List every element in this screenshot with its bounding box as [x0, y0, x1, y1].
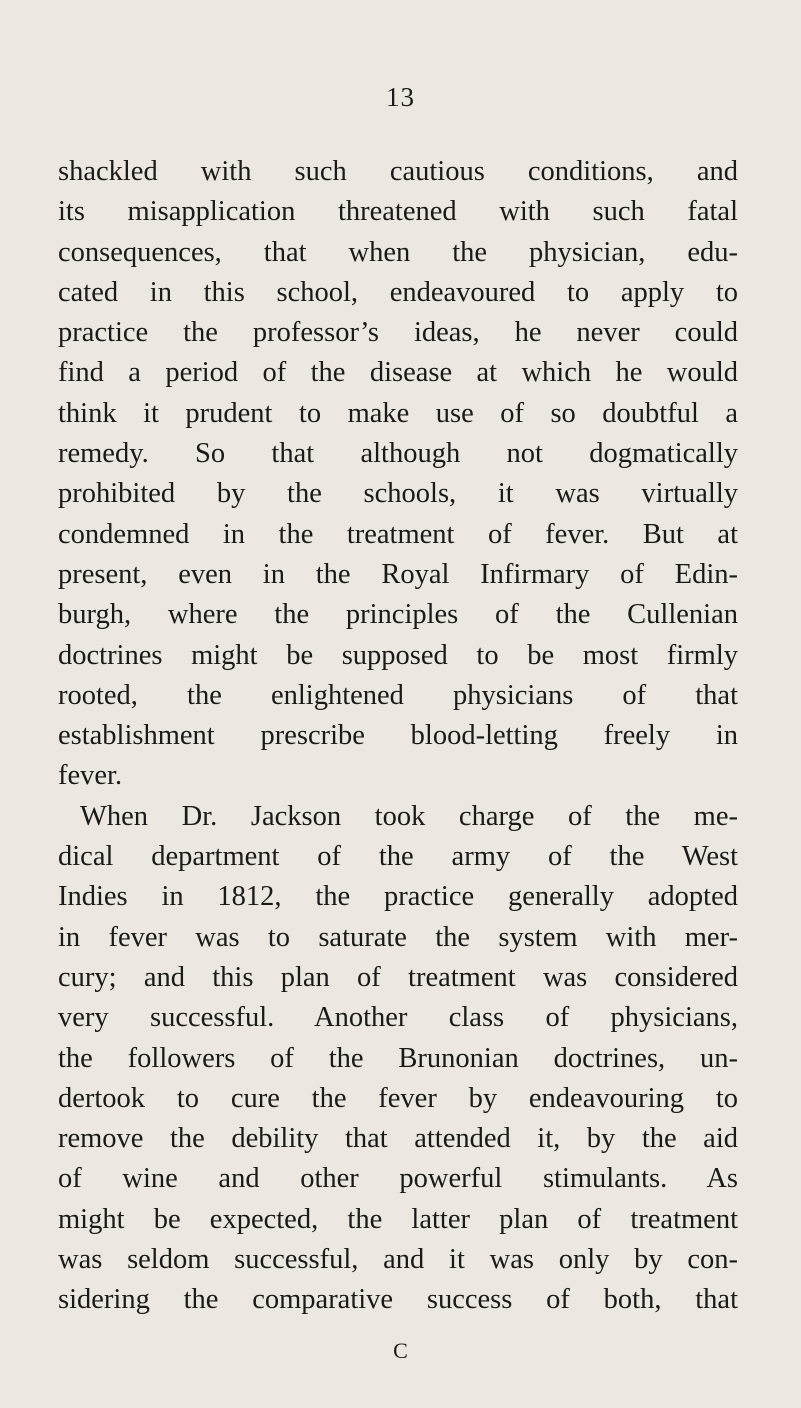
text-line: cated in this school, endeavoured to apply to	[58, 276, 738, 308]
text-line: burgh, where the principles of the Cullenian	[58, 599, 738, 631]
text-line: the followers of the Brunonian doctrines, un-	[58, 1042, 738, 1074]
text-line: sidering the comparative success of both, that	[58, 1284, 738, 1316]
text-line: dical department of the army of the West	[58, 841, 738, 873]
text-line: very successful. Another class of physicians,	[58, 1002, 738, 1034]
text-line: of wine and other powerful stimulants. As	[58, 1163, 738, 1195]
text-line: shackled with such cautious conditions, and	[58, 156, 738, 187]
text-line: remedy. So that although not dogmatically	[58, 438, 738, 470]
paragraph	[58, 152, 738, 797]
text-line: consequences, that when the physician, edu-	[58, 236, 738, 268]
text-line: rooted, the enlightened physicians of that	[58, 679, 738, 711]
text-line: condemned in the treatment of fever. But at	[58, 518, 738, 550]
text-line: remove the debility that attended it, by the aid	[58, 1123, 738, 1155]
body-text	[58, 152, 738, 1321]
text-line: think it prudent to make use of so doubtful a	[58, 397, 738, 429]
text-line: doctrines might be supposed to be most firmly	[58, 639, 738, 671]
text-line: Indies in 1812, the practice generally adopted	[58, 881, 738, 913]
text-line: prohibited by the schools, it was virtually	[58, 478, 738, 510]
text-line: in fever was to saturate the system with mer-	[58, 921, 738, 953]
text-line: When Dr. Jackson took charge of the me-	[80, 800, 738, 832]
text-line: find a period of the disease at which he would	[58, 357, 738, 389]
text-line: present, even in the Royal Infirmary of Edin-	[58, 558, 738, 590]
text-line: was seldom successful, and it was only by con-	[58, 1244, 738, 1276]
paragraph	[58, 797, 738, 1321]
text-line: establishment prescribe blood-letting freely in	[58, 720, 738, 752]
text-line: might be expected, the latter plan of treatment	[58, 1203, 738, 1235]
text-line: dertook to cure the fever by endeavouring to	[58, 1082, 738, 1114]
page-number: 13	[386, 82, 415, 112]
text-line: cury; and this plan of treatment was considered	[58, 961, 738, 993]
text-line: practice the professor’s ideas, he never could	[58, 317, 738, 349]
text-line: its misapplication threatened with such fatal	[58, 196, 738, 228]
signature-mark: C	[393, 1338, 408, 1363]
text-line: fever.	[58, 760, 123, 792]
